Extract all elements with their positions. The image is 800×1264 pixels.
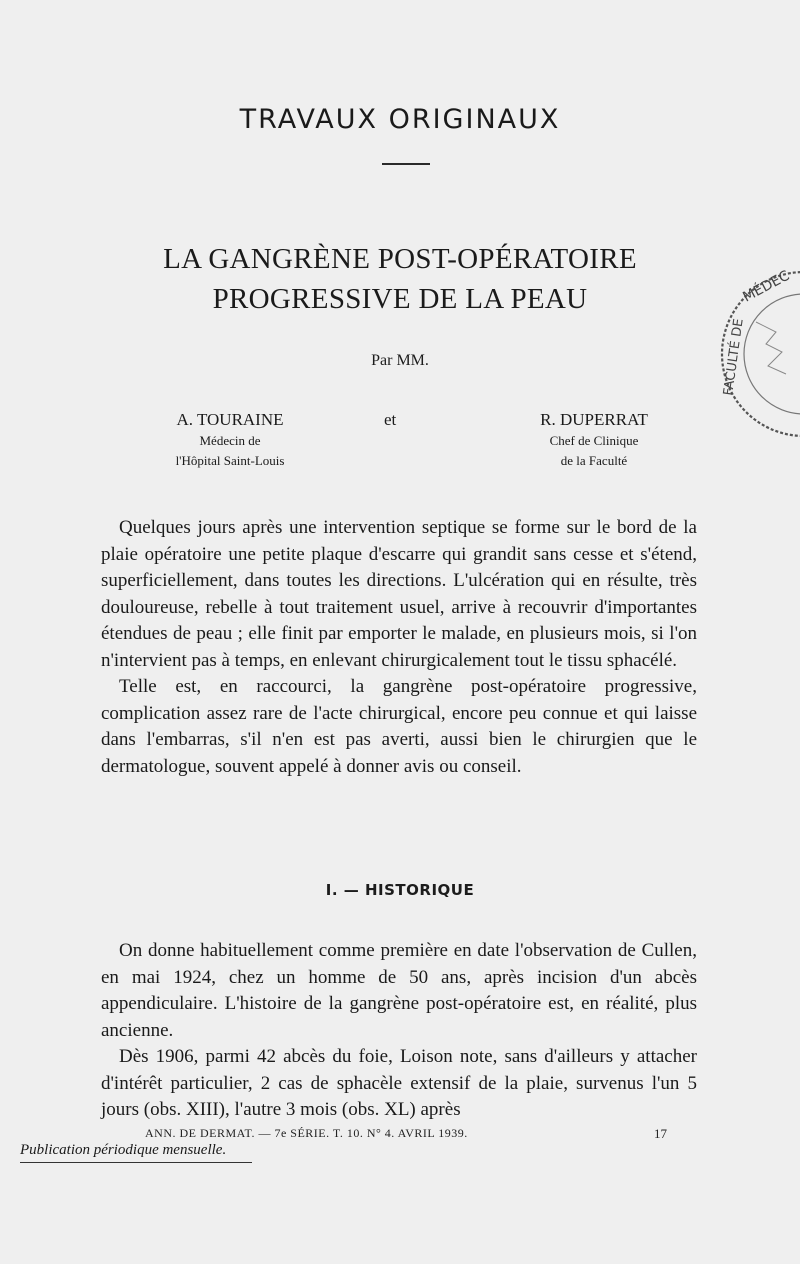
author-duperrat: [464, 410, 724, 470]
paragraph: Telle est, en raccourci, la gangrène post-opératoire progressive, complication assez rare de l'acte chirurgical, encore peu connue et qui laisse dans l'embarras, s'il n'en est pas averti, aussi bien le chirurgien que le dermatologue, souvent appelé à donner avis ou conseil.: [101, 676, 697, 777]
paragraph: Quelques jours après une intervention septique se forme sur le bord de la plaie opératoire une petite plaque d'escarre qui grandit sans cesse et s'étend, superficiellement, dans toutes les directions. L'ulcération qui en résulte, très douloureuse, rebelle à tout traitement usuel, arrive à recouvrir d'importantes étendues de peau ; elle finit par emporter le malade, en plusieurs mois, si l'on n'intervient pas à temps, en enlevant chirurgicalement tout le tissu sphacélé.: [101, 517, 697, 671]
historique-text: [101, 938, 697, 1124]
journal-reference: ANN. DE DERMAT. — 7e SÉRIE. T. 10. N° 4. AVRIL 1939.: [145, 1126, 468, 1140]
author-role: de la Faculté: [560, 453, 628, 468]
author-name: R. DUPERRAT: [540, 410, 648, 429]
library-stamp-icon: [716, 262, 800, 444]
author-role: Chef de Clinique: [549, 433, 639, 448]
paragraph: Dès 1906, parmi 42 abcès du foie, Loison note, sans d'ailleurs y attacher d'intérêt particulier, 2 cas de sphacèle extensif de la plaie, survenus l'un 5 jours (obs. XIII), l'autre 3 mois (obs. XL) après: [101, 1046, 697, 1120]
paragraph: On donne habituellement comme première en date l'observation de Cullen, en mai 1924, chez un homme de 50 ans, après incision d'un abcès appendiculaire. L'histoire de la gangrène post-opératoire est, en réalité, plus ancienne.: [101, 940, 697, 1041]
article-title-line-2: PROGRESSIVE DE LA PEAU: [212, 283, 588, 315]
intro-text: [101, 515, 697, 780]
author-touraine: [100, 410, 360, 470]
footer-underline: [20, 1162, 252, 1163]
author-role: Médecin de: [199, 433, 261, 448]
article-title-line-1: LA GANGRÈNE POST-OPÉRATOIRE: [163, 243, 637, 275]
section-title: TRAVAUX ORIGINAUX: [239, 104, 561, 135]
authors-conjunction: et: [384, 410, 397, 429]
byline: Par MM.: [371, 352, 429, 369]
section-heading: I. — HISTORIQUE: [325, 881, 475, 899]
page-number: 17: [654, 1126, 667, 1141]
title-divider: [382, 163, 430, 165]
author-name: A. TOURAINE: [176, 410, 284, 429]
stamp-text-side: FACULTÉ DE: [721, 317, 747, 397]
stamp-text-top: MÉDEC: [740, 267, 793, 306]
author-role: l'Hôpital Saint-Louis: [175, 453, 285, 468]
publication-note: Publication périodique mensuelle.: [20, 1142, 227, 1158]
